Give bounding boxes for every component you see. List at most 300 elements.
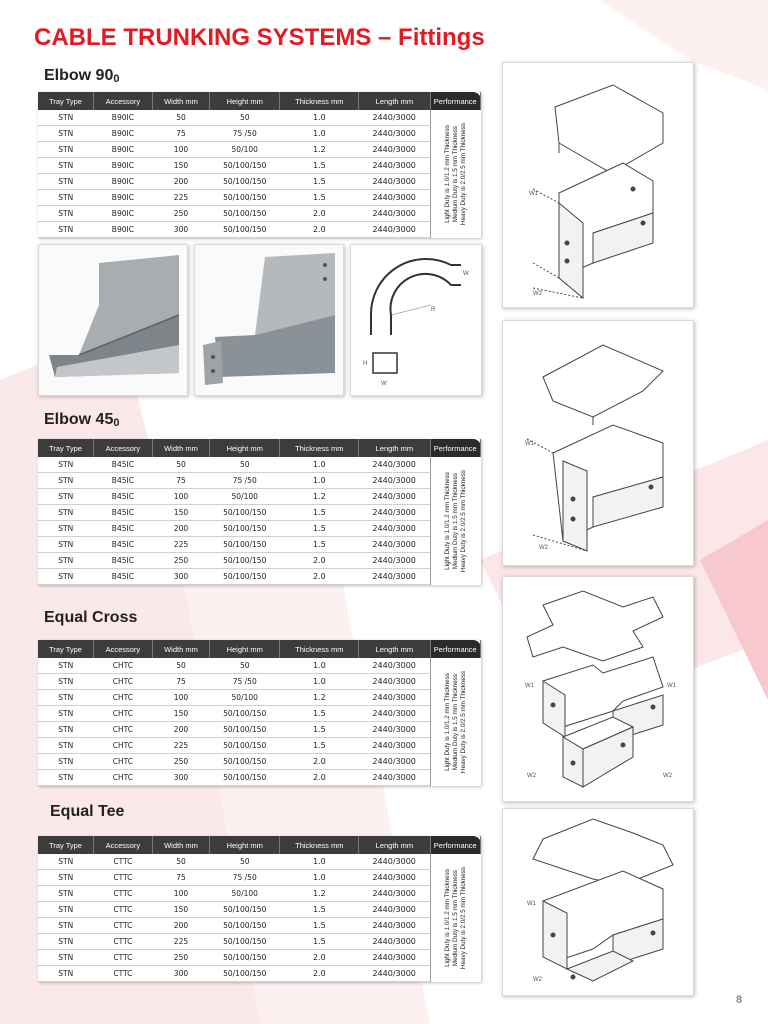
table-row [38, 174, 481, 190]
height-cell: 50/100/150 [210, 505, 280, 521]
length-cell: 2440/3000 [359, 966, 430, 982]
accessory-cell: CTTC [94, 902, 153, 918]
thickness-cell: 1.5 [280, 722, 359, 738]
accessory-cell: B90IC [94, 222, 153, 238]
width-cell: 50 [152, 457, 209, 473]
header-length: Length mm [359, 836, 430, 854]
length-cell: 2440/3000 [359, 950, 430, 966]
tray-type-cell: STN [38, 886, 94, 902]
table-row [38, 854, 481, 870]
tray-type-cell: STN [38, 126, 94, 142]
thickness-cell: 1.0 [280, 854, 359, 870]
height-cell: 75 /50 [210, 473, 280, 489]
tray-type-cell: STN [38, 918, 94, 934]
height-cell: 50/100/150 [210, 206, 280, 222]
accessory-cell: B45IC [94, 457, 153, 473]
tray-type-cell: STN [38, 537, 94, 553]
table-row [38, 206, 481, 222]
width-cell: 50 [152, 854, 209, 870]
width-cell: 200 [152, 722, 209, 738]
tray-type-cell: STN [38, 966, 94, 982]
spec-table-elbow-90 [38, 92, 481, 238]
section-title-equal-tee: Equal Tee [50, 803, 125, 820]
length-cell: 2440/3000 [359, 537, 430, 553]
width-cell: 75 [152, 473, 209, 489]
table-row [38, 934, 481, 950]
table-row [38, 658, 481, 674]
height-cell: 50/100 [210, 690, 280, 706]
section-title-equal-cross: Equal Cross [44, 609, 138, 626]
length-cell: 2440/3000 [359, 222, 430, 238]
height-cell: 50 [210, 854, 280, 870]
accessory-cell: CHTC [94, 770, 153, 786]
thickness-cell: 1.0 [280, 457, 359, 473]
thickness-cell: 1.5 [280, 190, 359, 206]
thickness-cell: 1.0 [280, 126, 359, 142]
table-row [38, 902, 481, 918]
tray-type-cell: STN [38, 174, 94, 190]
accessory-cell: CHTC [94, 690, 153, 706]
accessory-cell: B90IC [94, 206, 153, 222]
medium-duty-note: Medium Duty is 1.5 mm Thickness [452, 125, 459, 222]
height-cell: 50 [210, 457, 280, 473]
thickness-cell: 1.5 [280, 174, 359, 190]
section-title-elbow-90: Elbow $90_0$ [44, 67, 120, 85]
table-row [38, 754, 481, 770]
equal-cross-technical-drawing [502, 576, 694, 802]
length-cell: 2440/3000 [359, 142, 430, 158]
table-header-row [38, 439, 481, 457]
spec-table-equal-cross [38, 640, 481, 786]
length-cell: 2440/3000 [359, 206, 430, 222]
height-cell: 50/100/150 [210, 754, 280, 770]
light-duty-note: Light Duty is 1.0/1.2 mm Thickness [444, 471, 451, 570]
thickness-cell: 1.0 [280, 870, 359, 886]
table-row [38, 886, 481, 902]
accessory-cell: CHTC [94, 754, 153, 770]
height-cell: 50/100/150 [210, 966, 280, 982]
header-thickness: Thickness mm [280, 92, 359, 110]
tray-type-cell: STN [38, 521, 94, 537]
tray-type-cell: STN [38, 569, 94, 585]
height-cell: 50/100/150 [210, 569, 280, 585]
accessory-cell: B90IC [94, 158, 153, 174]
table-row [38, 457, 481, 473]
spec-table-elbow-45 [38, 439, 481, 585]
w1-label: W1 [525, 441, 534, 447]
table-row [38, 110, 481, 126]
elbow-photo-front [38, 244, 188, 396]
width-cell: 300 [152, 569, 209, 585]
table-row [38, 966, 481, 982]
w2-label: W2 [539, 545, 548, 551]
tray-type-cell: STN [38, 854, 94, 870]
elbow-90-technical-drawing [502, 62, 694, 308]
thickness-cell: 1.5 [280, 738, 359, 754]
header-width: Width mm [152, 640, 209, 658]
length-cell: 2440/3000 [359, 553, 430, 569]
thickness-cell: 1.5 [280, 158, 359, 174]
tray-type-cell: STN [38, 553, 94, 569]
elbow-dimension-drawing [350, 244, 482, 396]
length-cell: 2440/3000 [359, 934, 430, 950]
header-height: Height mm [210, 439, 280, 457]
heavy-duty-note: Heavy Duty is 2.0/2.5 mm Thickness [460, 122, 467, 225]
accessory-cell: B90IC [94, 174, 153, 190]
medium-duty-note: Medium Duty is 1.5 mm Thickness [452, 472, 459, 569]
width-cell: 300 [152, 966, 209, 982]
tray-type-cell: STN [38, 722, 94, 738]
tray-type-cell: STN [38, 754, 94, 770]
height-cell: 50/100/150 [210, 770, 280, 786]
table-row [38, 738, 481, 754]
header-performance: Performance [430, 836, 481, 854]
accessory-cell: CTTC [94, 966, 153, 982]
accessory-cell: CTTC [94, 950, 153, 966]
w1-label-left: W1 [525, 683, 534, 689]
width-cell: 225 [152, 738, 209, 754]
accessory-cell: B45IC [94, 537, 153, 553]
thickness-cell: 1.5 [280, 934, 359, 950]
accessory-cell: B90IC [94, 190, 153, 206]
height-cell: 50/100/150 [210, 950, 280, 966]
header-accessory: Accessory [94, 836, 153, 854]
header-accessory: Accessory [94, 439, 153, 457]
table-row [38, 158, 481, 174]
w2-label: W2 [533, 977, 542, 983]
table-row [38, 690, 481, 706]
height-cell: 50/100/150 [210, 934, 280, 950]
tray-type-cell: STN [38, 142, 94, 158]
width-label-top: W [463, 271, 469, 277]
header-performance: Performance [430, 92, 481, 110]
header-width: Width mm [152, 92, 209, 110]
page-title: CABLE TRUNKING SYSTEMS – Fittings [34, 24, 485, 51]
thickness-cell: 2.0 [280, 950, 359, 966]
table-row [38, 126, 481, 142]
width-cell: 250 [152, 553, 209, 569]
length-cell: 2440/3000 [359, 521, 430, 537]
tray-type-cell: STN [38, 489, 94, 505]
performance-cell [430, 457, 481, 585]
height-cell: 50/100/150 [210, 521, 280, 537]
w2-label-right: W2 [663, 773, 672, 779]
tray-type-cell: STN [38, 110, 94, 126]
accessory-cell: B45IC [94, 569, 153, 585]
tray-type-cell: STN [38, 658, 94, 674]
height-cell: 75 /50 [210, 674, 280, 690]
accessory-cell: CTTC [94, 934, 153, 950]
medium-duty-note: Medium Duty is 1.5 mm Thickness [452, 869, 459, 966]
thickness-cell: 1.0 [280, 473, 359, 489]
accessory-cell: B90IC [94, 126, 153, 142]
heavy-duty-note: Heavy Duty is 2.0/2.5 mm Thickness [460, 469, 467, 572]
length-cell: 2440/3000 [359, 658, 430, 674]
tray-type-cell: STN [38, 473, 94, 489]
length-cell: 2440/3000 [359, 706, 430, 722]
length-cell: 2440/3000 [359, 690, 430, 706]
thickness-cell: 1.2 [280, 690, 359, 706]
light-duty-note: Light Duty is 1.0/1.2 mm Thickness [444, 672, 451, 771]
header-accessory: Accessory [94, 640, 153, 658]
height-cell: 75 /50 [210, 126, 280, 142]
height-cell: 50/100/150 [210, 722, 280, 738]
table-row [38, 142, 481, 158]
light-duty-note: Light Duty is 1.0/1.2 mm Thickness [444, 124, 451, 223]
thickness-cell: 1.5 [280, 505, 359, 521]
thickness-cell: 1.0 [280, 110, 359, 126]
header-thickness: Thickness mm [280, 439, 359, 457]
accessory-cell: CHTC [94, 738, 153, 754]
w1-label-right: W1 [667, 683, 676, 689]
table-header-row [38, 836, 481, 854]
height-cell: 50/100/150 [210, 190, 280, 206]
length-cell: 2440/3000 [359, 110, 430, 126]
height-cell: 50/100/150 [210, 918, 280, 934]
header-height: Height mm [210, 92, 280, 110]
table-row [38, 674, 481, 690]
table-header-row [38, 640, 481, 658]
radius-label: R [431, 307, 436, 313]
length-cell: 2440/3000 [359, 754, 430, 770]
length-cell: 2440/3000 [359, 505, 430, 521]
tray-type-cell: STN [38, 934, 94, 950]
thickness-cell: 1.5 [280, 521, 359, 537]
width-cell: 200 [152, 174, 209, 190]
height-cell: 50/100/150 [210, 158, 280, 174]
header-width: Width mm [152, 439, 209, 457]
width-cell: 100 [152, 886, 209, 902]
thickness-cell: 1.5 [280, 902, 359, 918]
table-row [38, 722, 481, 738]
tray-type-cell: STN [38, 738, 94, 754]
accessory-cell: CHTC [94, 658, 153, 674]
width-cell: 50 [152, 110, 209, 126]
width-cell: 50 [152, 658, 209, 674]
width-cell: 100 [152, 142, 209, 158]
length-cell: 2440/3000 [359, 674, 430, 690]
width-cell: 150 [152, 706, 209, 722]
height-cell: 50/100 [210, 489, 280, 505]
elbow-photo-side [194, 244, 344, 396]
width-cell: 200 [152, 521, 209, 537]
length-cell: 2440/3000 [359, 738, 430, 754]
header-tray-type: Tray Type [38, 836, 94, 854]
width-cell: 225 [152, 190, 209, 206]
performance-cell [430, 854, 481, 982]
height-label: H [363, 361, 368, 367]
w1-label: W1 [529, 191, 538, 197]
table-row [38, 505, 481, 521]
width-cell: 250 [152, 206, 209, 222]
width-cell: 75 [152, 674, 209, 690]
length-cell: 2440/3000 [359, 190, 430, 206]
table-row [38, 553, 481, 569]
accessory-cell: B45IC [94, 505, 153, 521]
accessory-cell: CTTC [94, 918, 153, 934]
header-tray-type: Tray Type [38, 439, 94, 457]
spec-table-equal-tee [38, 836, 481, 982]
width-label: W [381, 381, 387, 387]
width-cell: 300 [152, 222, 209, 238]
width-cell: 225 [152, 537, 209, 553]
thickness-cell: 2.0 [280, 222, 359, 238]
heavy-duty-note: Heavy Duty is 2.0/2.5 mm Thickness [460, 866, 467, 969]
header-tray-type: Tray Type [38, 92, 94, 110]
height-cell: 50 [210, 658, 280, 674]
thickness-cell: 1.5 [280, 918, 359, 934]
tray-type-cell: STN [38, 770, 94, 786]
length-cell: 2440/3000 [359, 854, 430, 870]
header-tray-type: Tray Type [38, 640, 94, 658]
table-row [38, 537, 481, 553]
header-length: Length mm [359, 439, 430, 457]
width-cell: 200 [152, 918, 209, 934]
width-cell: 75 [152, 126, 209, 142]
length-cell: 2440/3000 [359, 918, 430, 934]
heavy-duty-note: Heavy Duty is 2.0/2.5 mm Thickness [460, 670, 467, 773]
table-row [38, 489, 481, 505]
tray-type-cell: STN [38, 222, 94, 238]
accessory-cell: CHTC [94, 722, 153, 738]
thickness-cell: 1.5 [280, 537, 359, 553]
tray-type-cell: STN [38, 505, 94, 521]
length-cell: 2440/3000 [359, 770, 430, 786]
header-performance: Performance [430, 439, 481, 457]
table-row [38, 870, 481, 886]
height-cell: 50/100/150 [210, 222, 280, 238]
length-cell: 2440/3000 [359, 174, 430, 190]
width-cell: 250 [152, 950, 209, 966]
height-cell: 50/100/150 [210, 174, 280, 190]
w2-label-left: W2 [527, 773, 536, 779]
section-title-elbow-45: Elbow $45_0$ [44, 411, 120, 429]
header-accessory: Accessory [94, 92, 153, 110]
width-cell: 100 [152, 690, 209, 706]
table-row [38, 222, 481, 238]
medium-duty-note: Medium Duty is 1.5 mm Thickness [452, 673, 459, 770]
height-cell: 50/100/150 [210, 902, 280, 918]
width-cell: 75 [152, 870, 209, 886]
tray-type-cell: STN [38, 870, 94, 886]
table-row [38, 918, 481, 934]
height-cell: 50/100 [210, 142, 280, 158]
accessory-cell: CTTC [94, 870, 153, 886]
header-width: Width mm [152, 836, 209, 854]
accessory-cell: CHTC [94, 674, 153, 690]
table-row [38, 706, 481, 722]
width-cell: 150 [152, 158, 209, 174]
length-cell: 2440/3000 [359, 886, 430, 902]
accessory-cell: CTTC [94, 854, 153, 870]
tray-type-cell: STN [38, 190, 94, 206]
length-cell: 2440/3000 [359, 158, 430, 174]
accessory-cell: CHTC [94, 706, 153, 722]
performance-cell [430, 658, 481, 786]
thickness-cell: 1.2 [280, 142, 359, 158]
header-thickness: Thickness mm [280, 836, 359, 854]
thickness-cell: 2.0 [280, 206, 359, 222]
height-cell: 50/100 [210, 886, 280, 902]
equal-tee-technical-drawing [502, 808, 694, 996]
accessory-cell: CTTC [94, 886, 153, 902]
length-cell: 2440/3000 [359, 126, 430, 142]
width-cell: 150 [152, 902, 209, 918]
thickness-cell: 2.0 [280, 754, 359, 770]
width-cell: 150 [152, 505, 209, 521]
accessory-cell: B45IC [94, 521, 153, 537]
table-row [38, 770, 481, 786]
tray-type-cell: STN [38, 457, 94, 473]
tray-type-cell: STN [38, 690, 94, 706]
width-cell: 300 [152, 770, 209, 786]
height-cell: 50/100/150 [210, 537, 280, 553]
thickness-cell: 1.5 [280, 706, 359, 722]
thickness-cell: 1.2 [280, 886, 359, 902]
height-cell: 50 [210, 110, 280, 126]
accessory-cell: B45IC [94, 553, 153, 569]
table-row [38, 569, 481, 585]
tray-type-cell: STN [38, 206, 94, 222]
length-cell: 2440/3000 [359, 870, 430, 886]
header-performance: Performance [430, 640, 481, 658]
height-cell: 50/100/150 [210, 553, 280, 569]
accessory-cell: B90IC [94, 110, 153, 126]
accessory-cell: B90IC [94, 142, 153, 158]
length-cell: 2440/3000 [359, 457, 430, 473]
length-cell: 2440/3000 [359, 902, 430, 918]
table-row [38, 190, 481, 206]
width-cell: 250 [152, 754, 209, 770]
header-height: Height mm [210, 640, 280, 658]
header-thickness: Thickness mm [280, 640, 359, 658]
tray-type-cell: STN [38, 674, 94, 690]
thickness-cell: 2.0 [280, 770, 359, 786]
tray-type-cell: STN [38, 950, 94, 966]
tray-type-cell: STN [38, 706, 94, 722]
header-length: Length mm [359, 92, 430, 110]
header-length: Length mm [359, 640, 430, 658]
length-cell: 2440/3000 [359, 489, 430, 505]
tray-type-cell: STN [38, 902, 94, 918]
table-row [38, 950, 481, 966]
length-cell: 2440/3000 [359, 569, 430, 585]
thickness-cell: 1.2 [280, 489, 359, 505]
thickness-cell: 2.0 [280, 569, 359, 585]
height-cell: 50/100/150 [210, 738, 280, 754]
length-cell: 2440/3000 [359, 473, 430, 489]
w1-label: W1 [527, 901, 536, 907]
height-cell: 75 /50 [210, 870, 280, 886]
elbow-45-technical-drawing [502, 320, 694, 566]
thickness-cell: 2.0 [280, 966, 359, 982]
width-cell: 225 [152, 934, 209, 950]
page-number: 8 [736, 994, 743, 1006]
length-cell: 2440/3000 [359, 722, 430, 738]
thickness-cell: 1.0 [280, 674, 359, 690]
w2-label: W2 [533, 291, 542, 297]
performance-cell [430, 110, 481, 238]
table-header-row [38, 92, 481, 110]
table-row [38, 521, 481, 537]
table-row [38, 473, 481, 489]
accessory-cell: B45IC [94, 473, 153, 489]
width-cell: 100 [152, 489, 209, 505]
light-duty-note: Light Duty is 1.0/1.2 mm Thickness [444, 868, 451, 967]
tray-type-cell: STN [38, 158, 94, 174]
header-height: Height mm [210, 836, 280, 854]
thickness-cell: 2.0 [280, 553, 359, 569]
